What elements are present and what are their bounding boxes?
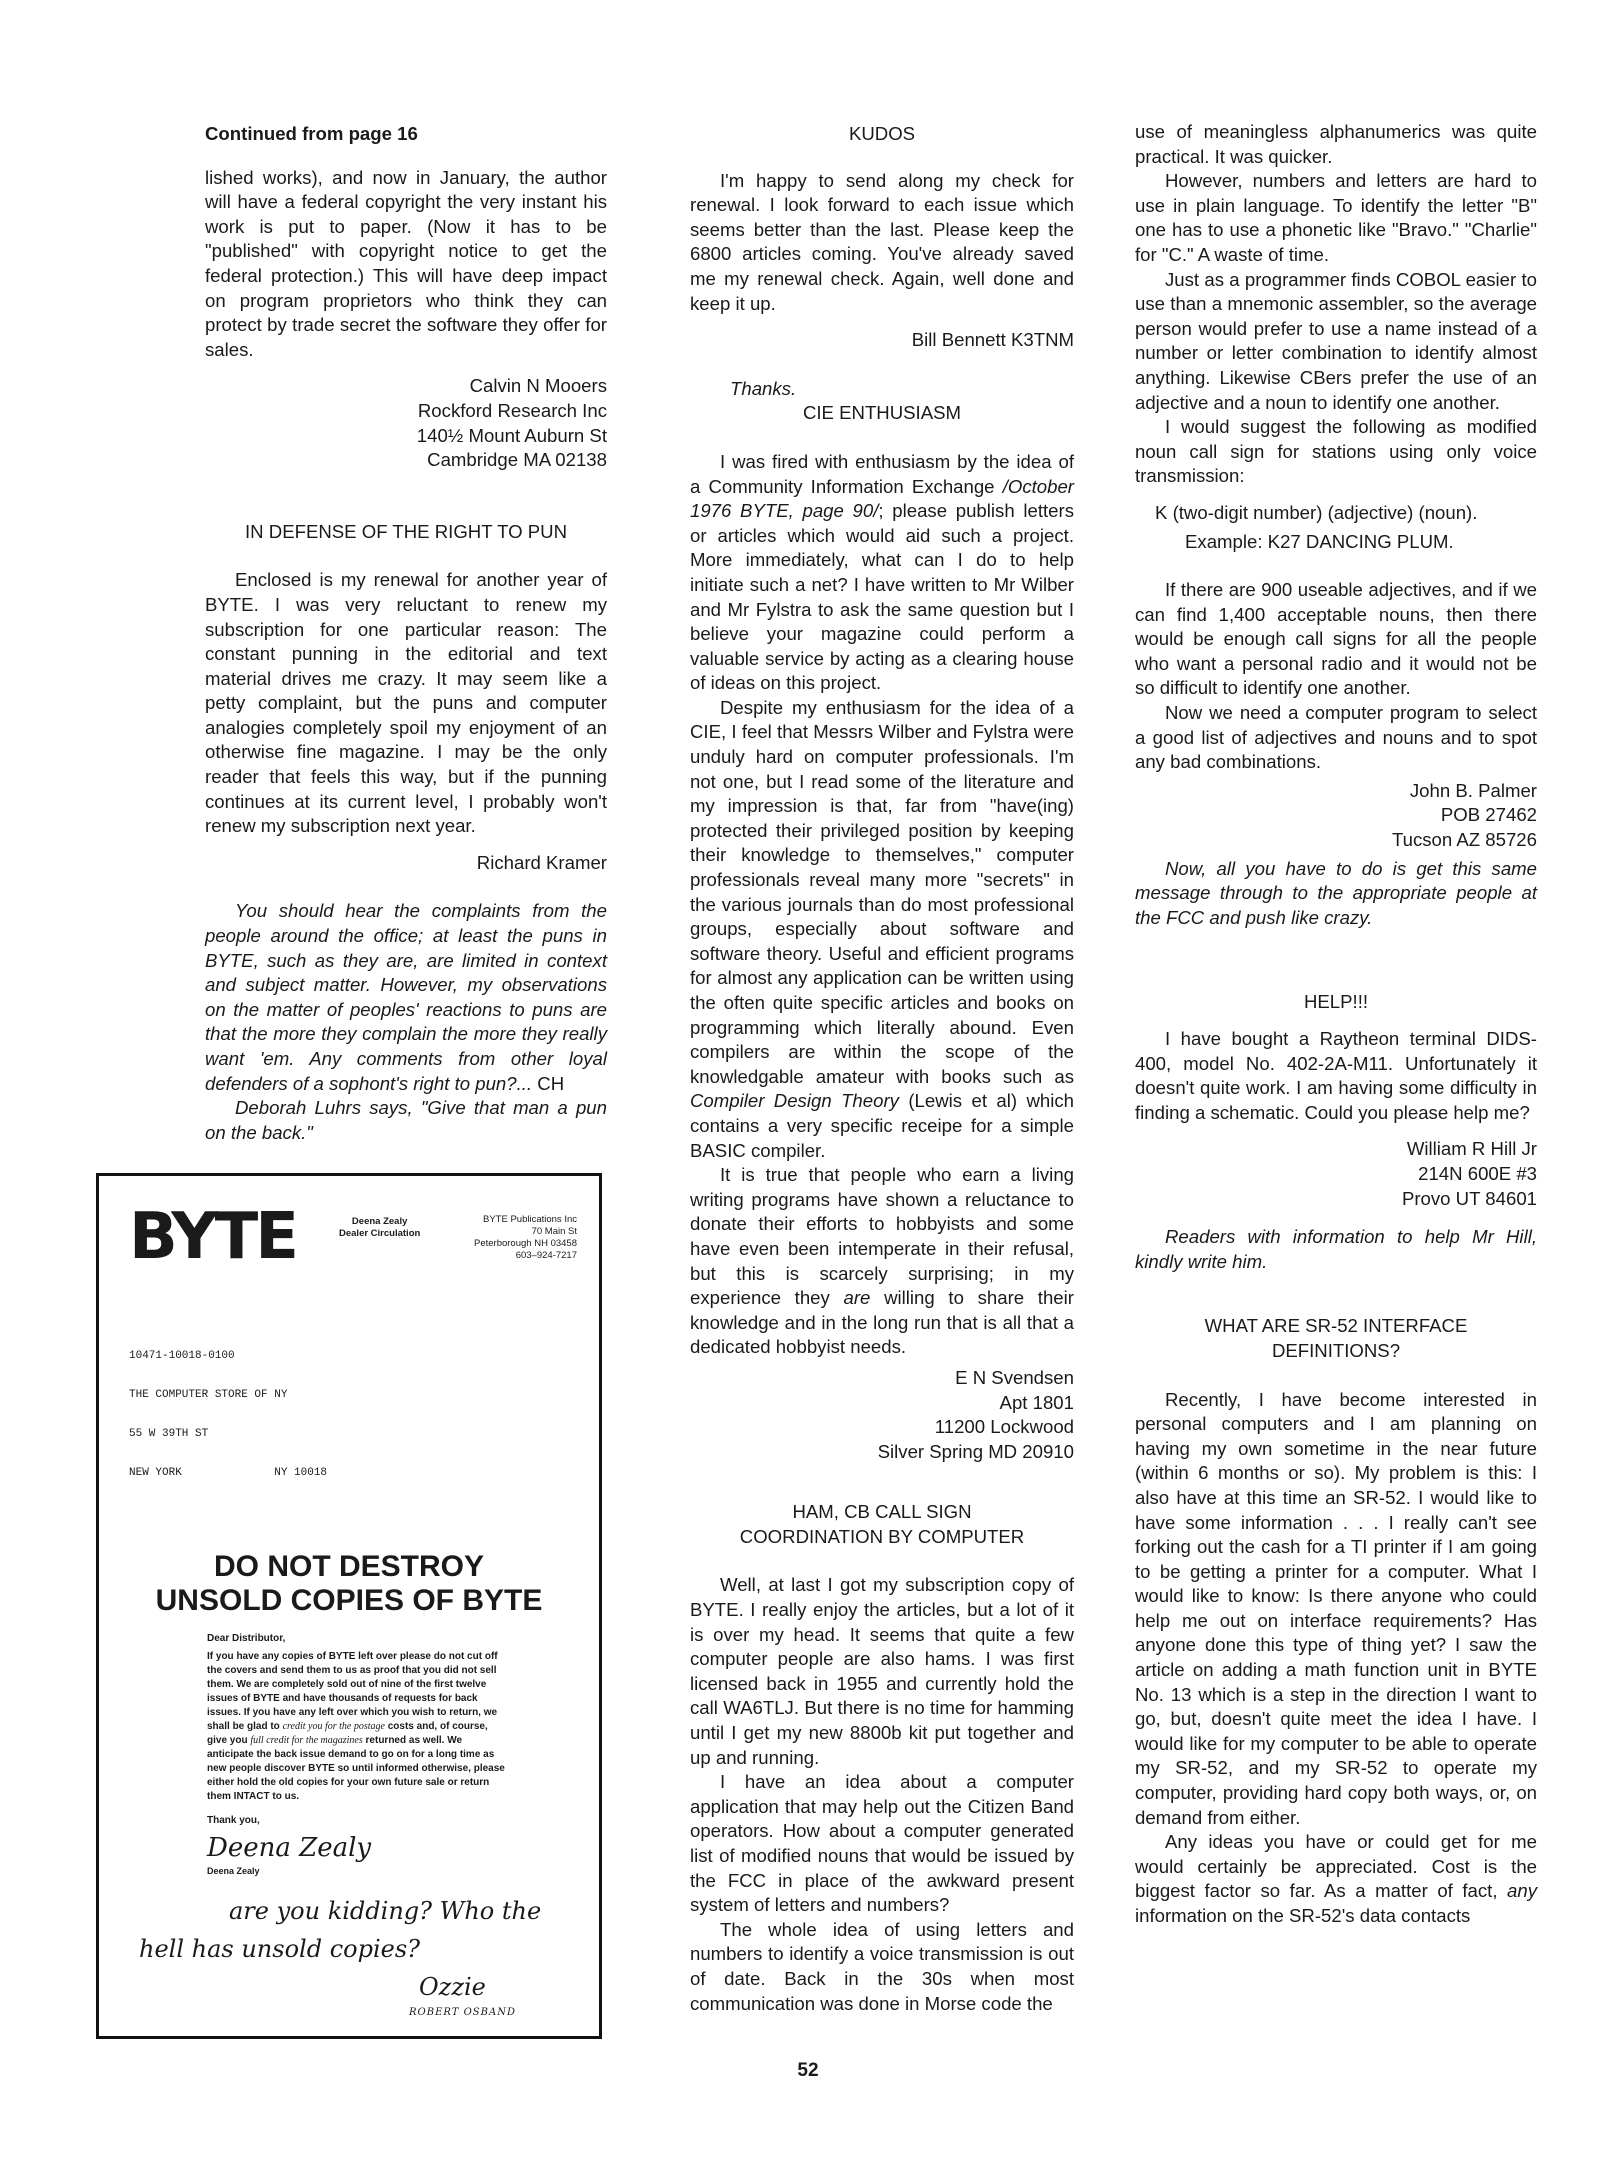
headline-line: DO NOT DESTROY	[213, 1550, 484, 1584]
paragraph	[690, 696, 1074, 1163]
text: are	[843, 1287, 871, 1309]
heading-line: HAM, CB CALL SIGN	[792, 1501, 972, 1523]
editor-reply	[205, 899, 607, 1096]
note-signature: Ozzie	[419, 1973, 486, 2002]
editor-reply: Deborah Luhrs says, "Give that man a pun on the back."	[205, 1097, 607, 1143]
headline-line: UNSOLD COPIES OF BYTE	[155, 1584, 543, 1618]
letterhead	[99, 1176, 599, 1306]
letter-body	[207, 1632, 507, 1878]
continued-label: Continued from page 16	[205, 123, 418, 144]
closing: Thank you,	[207, 1815, 260, 1827]
byte-logo: BYTE	[129, 1200, 296, 1275]
sender-title: Dealer Circulation	[339, 1228, 421, 1240]
paragraph: The whole idea of using letters and numbers to identify a voice transmission is out of date. Back in the 30s when most communication was done in Morse code the	[690, 1918, 1074, 2014]
signature: Richard Kramer	[476, 851, 607, 873]
book-title: Compiler Design Theory	[690, 1090, 899, 1112]
editor-reply: Readers with information to help Mr Hill, kindly write him.	[1135, 1226, 1537, 1272]
label-line: 10471-10018-0100	[129, 1350, 235, 1363]
label-line: THE COMPUTER STORE OF NY	[129, 1389, 288, 1402]
address-line: BYTE Publications Inc	[483, 1214, 577, 1226]
signature-line: 11200 Lockwood	[934, 1416, 1074, 1438]
signature-line: Provo UT 84601	[1401, 1187, 1537, 1209]
paragraph: Enclosed is my renewal for another year of BYTE. I was very reluctant to renew my subscription for one particular reason: The constant punning in the editorial and text material drives me crazy. It may seem like a petty complaint, but the puns and computer analogies completely spoil my enjoyment of an otherwise fine magazine. I may be the only reader that feels this way, but if the punning continues at its current level, I probably won't renew my subscription next year.	[205, 569, 607, 837]
paragraph: lished works), and now in January, the author will have a federal copyright the very instant his work is put to paper. (Now it has to be "published" with copyright notice to get the federal protection.) This will have deep impact on program proprietors who think they can protect by trade secret the software they offer for sales.	[205, 166, 607, 360]
signature-line: 214N 600E #3	[1418, 1162, 1537, 1184]
paragraph	[690, 1163, 1074, 1360]
signature-line: POB 27462	[1440, 804, 1537, 826]
byte-distributor-letter-image	[96, 1173, 602, 2039]
paragraph	[690, 450, 1074, 696]
text: full credit for the magazines	[250, 1735, 363, 1747]
note-name: ROBERT OSBAND	[409, 2007, 516, 2019]
heading-right-to-pun: IN DEFENSE OF THE RIGHT TO PUN	[245, 520, 567, 542]
signature: Bill Bennett K3TNM	[911, 329, 1074, 351]
column-3	[1135, 120, 1537, 1929]
signature-block	[205, 374, 607, 472]
paragraph: use of meaningless alphanumerics was quite practical. It was quicker.	[1135, 121, 1537, 167]
signature-line: 140½ Mount Auburn St	[416, 424, 607, 446]
paragraph: If there are 900 useable adjectives, and if we can find 1,400 acceptable nouns, then there would be enough call signs for all the people who want a personal radio and it would not be so difficult to identify one another.	[1135, 579, 1537, 699]
citation: /October 1976 BYTE, page 90/	[690, 475, 1074, 522]
signature-line: John B. Palmer	[1409, 779, 1537, 801]
text: credit you for the postage	[282, 1721, 385, 1733]
call-sign-format: K (two-digit number) (adjective) (noun).	[1155, 501, 1478, 523]
text: (Lewis et al) which contains a very specific receipe for a simple BASIC compiler.	[690, 1090, 1074, 1161]
handwritten-signature: Deena Zealy	[207, 1833, 372, 1864]
heading-help: HELP!!!	[1303, 991, 1369, 1013]
column-2	[690, 120, 1074, 2016]
signature-line: E N Svendsen	[955, 1366, 1074, 1388]
text: any	[1507, 1880, 1537, 1902]
paragraph: Recently, I have become interested in personal computers and I am planning on having my own sometime in the near future (within 6 months or so). My problem is this: I also have at this time an SR-52. I would like to have some information . . . I really can't see forking out the cash for a TI printer if I am going to be getting a printer for a computer. What I would like to know: Is there anyone who could help me out on interface requirements? Has anyone done this type of thing yet? I saw the article on adding a math function unit in BYTE No. 13 which is a step in the direction I want to go, but, doesn't quite meet the idea I have. I would like for my computer to be able to operate my SR-52, and my SR-52 to operate my computer, providing hard copy both ways, or, on demand from either.	[1135, 1388, 1537, 1828]
address-line: 70 Main St	[531, 1226, 577, 1238]
mailing-label	[129, 1324, 599, 1506]
heading-kudos: KUDOS	[848, 123, 916, 144]
heading-ham-cb	[690, 1500, 1074, 1549]
address-line: Peterborough NH 03458	[474, 1238, 577, 1250]
reply-text: You should hear the complaints from the people around the office; at least the puns in BYTE, such as they are, are limited in context and subject matter. However, my observations on the matter of peoples' reactions to puns are that the more they complain the more they really want 'em. Any comments from other loyal defenders of a sophont's right to pun?...	[205, 900, 607, 1094]
label-line: 55 W 39TH ST	[129, 1428, 209, 1441]
signature-line: William R Hill Jr	[1406, 1138, 1537, 1160]
text: returned as well. We anticipate the back issue demand to go on for a long time as new people discover BYTE so until informed otherwise, please either hold the old copies for your own future sale or return them INTACT to us.	[207, 1735, 505, 1803]
note-line: are you kidding? Who the	[229, 1897, 542, 1926]
letter-text	[207, 1650, 507, 1804]
paragraph: However, numbers and letters are hard to use in plain language. To identify the letter "B" one has to use a phonetic like "Bravo." "Charlie" for "C." A waste of time.	[1135, 170, 1537, 265]
text: If you have any copies of BYTE left over please do not cut off the covers and send them to us as proof that you did not sell them. We are completely sold out of nine of the first twelve issues of BYTE and have thousands of requests for back issues. If you have any left over which you wish to return, we shall be glad to	[207, 1651, 498, 1733]
text: ; please publish letters or articles which would aid such a project. More immediately, what can I do to help initiate such a net? I have written to Mr Wilber and Mr Fylstra to ask the same question but I believe your magazine could perform a valuable service by acting as a clearing house of ideas on this project.	[690, 500, 1074, 694]
signature-line: Cambridge MA 02138	[427, 449, 607, 471]
signature-line: Tucson AZ 85726	[1391, 829, 1537, 851]
text: willing to share their knowledge and in the long run that is all that a dedicated hobbyist needs.	[690, 1287, 1074, 1358]
paragraph: I would suggest the following as modified noun call sign for stations using only voice transmission:	[1135, 416, 1537, 487]
headline	[99, 1550, 599, 1618]
heading-line: DEFINITIONS?	[1271, 1339, 1401, 1361]
text: Despite my enthusiasm for the idea of a CIE, I feel that Messrs Wilber and Fylstra were unduly hard on computer professionals. I'm not one, but I read some of the literature and my impression is that, far from "have(ing) protected their privileged position by keeping their knowledge to themselves," computer professionals reveal many more "secrets" in the various journals than do most professional groups, especially about software and software theory. Useful and efficient programs for almost any application can be written using the often quite specific articles and books on programming which literally abound. Even compilers are within the scope of the knowledgable amateur with books such as	[690, 696, 1074, 1087]
editor-initials: CH	[537, 1072, 565, 1094]
signature-line: Silver Spring MD 20910	[877, 1440, 1074, 1462]
signature-block	[690, 1366, 1074, 1464]
heading-line: COORDINATION BY COMPUTER	[739, 1525, 1025, 1547]
editor-reply: Thanks.	[730, 377, 797, 399]
salutation: Dear Distributor,	[207, 1633, 286, 1645]
heading-cie: CIE ENTHUSIASM	[802, 402, 962, 424]
signature-block	[1135, 779, 1537, 853]
column-1	[129, 120, 607, 2039]
text: Any ideas you have or could get for me would certainly be appreciated. Cost is the biggest factor so far. As a matter of fact,	[1135, 1831, 1537, 1902]
sender	[339, 1216, 420, 1240]
page-number: 52	[797, 2060, 819, 2081]
label-line: NEW YORK NY 10018	[129, 1467, 328, 1480]
paragraph: Well, at last I got my subscription copy of BYTE. I really enjoy the articles, but a lot of it is over my head. It seems that quite a few computer people are also hams. I was first licensed back in 1955 and currently hold the call WA6TLJ. But there is no time for hamming until I get my new 8800b kit put together and up and running.	[690, 1574, 1074, 1768]
handwritten-note	[119, 1892, 589, 2020]
paragraph	[1135, 1830, 1537, 1928]
address-line: 603–924-7217	[515, 1250, 577, 1262]
paragraph: I'm happy to send along my check for renewal. I look forward to each issue which seems better than the last. Please keep the 6800 articles coming. You've already saved me my renewal check. Again, well done and keep it up.	[690, 169, 1074, 314]
heading-line: WHAT ARE SR-52 INTERFACE	[1204, 1315, 1468, 1337]
paragraph: I have an idea about a computer application that may help out the Citizen Band operators. How about a computer generated list of modified nouns that would be issued by the FCC in place of the awkward present system of letters and numbers?	[690, 1771, 1074, 1916]
paragraph: Now we need a computer program to select a good list of adjectives and nouns and to spot any bad combinations.	[1135, 702, 1537, 773]
sender-name: Deena Zealy	[351, 1216, 408, 1228]
publisher-address	[474, 1214, 577, 1262]
signature-line: Calvin N Mooers	[469, 375, 607, 397]
signature-block	[1135, 1137, 1537, 1211]
paragraph: Just as a programmer finds COBOL easier to use than a mnemonic assembler, so the average person would prefer to use a name instead of a number or letter combination to identify almost anything. Likewise CBers prefer the use of an adjective and a noun to identify one another.	[1135, 268, 1537, 413]
signature-line: Apt 1801	[999, 1391, 1074, 1413]
text: I was fired with enthusiasm by the idea of a Community Information Exchange	[690, 450, 1074, 497]
signature-line: Rockford Research Inc	[417, 399, 607, 421]
signer-name: Deena Zealy	[207, 1866, 260, 1877]
text: costs and, of course, give you	[207, 1721, 488, 1747]
call-sign-example: Example: K27 DANCING PLUM.	[1185, 530, 1454, 552]
text: It is true that people who earn a living writing programs have shown a reluctance to donate their efforts to hobbyists and some have even been intemperate in their refusal, but this is scarcely surprising; in my experience they	[690, 1164, 1074, 1309]
note-line: hell has unsold copies?	[139, 1935, 421, 1964]
editor-reply: Now, all you have to do is get this same message through to the appropriate people at the FCC and push like crazy.	[1135, 857, 1537, 928]
paragraph: I have bought a Raytheon terminal DIDS-400, model No. 402-2A-M11. Unfortunately it doesn't quite work. I am having some difficulty in finding a schematic. Could you please help me?	[1135, 1028, 1537, 1123]
heading-sr52	[1135, 1314, 1537, 1363]
text: information on the SR-52's data contacts	[1135, 1905, 1471, 1926]
